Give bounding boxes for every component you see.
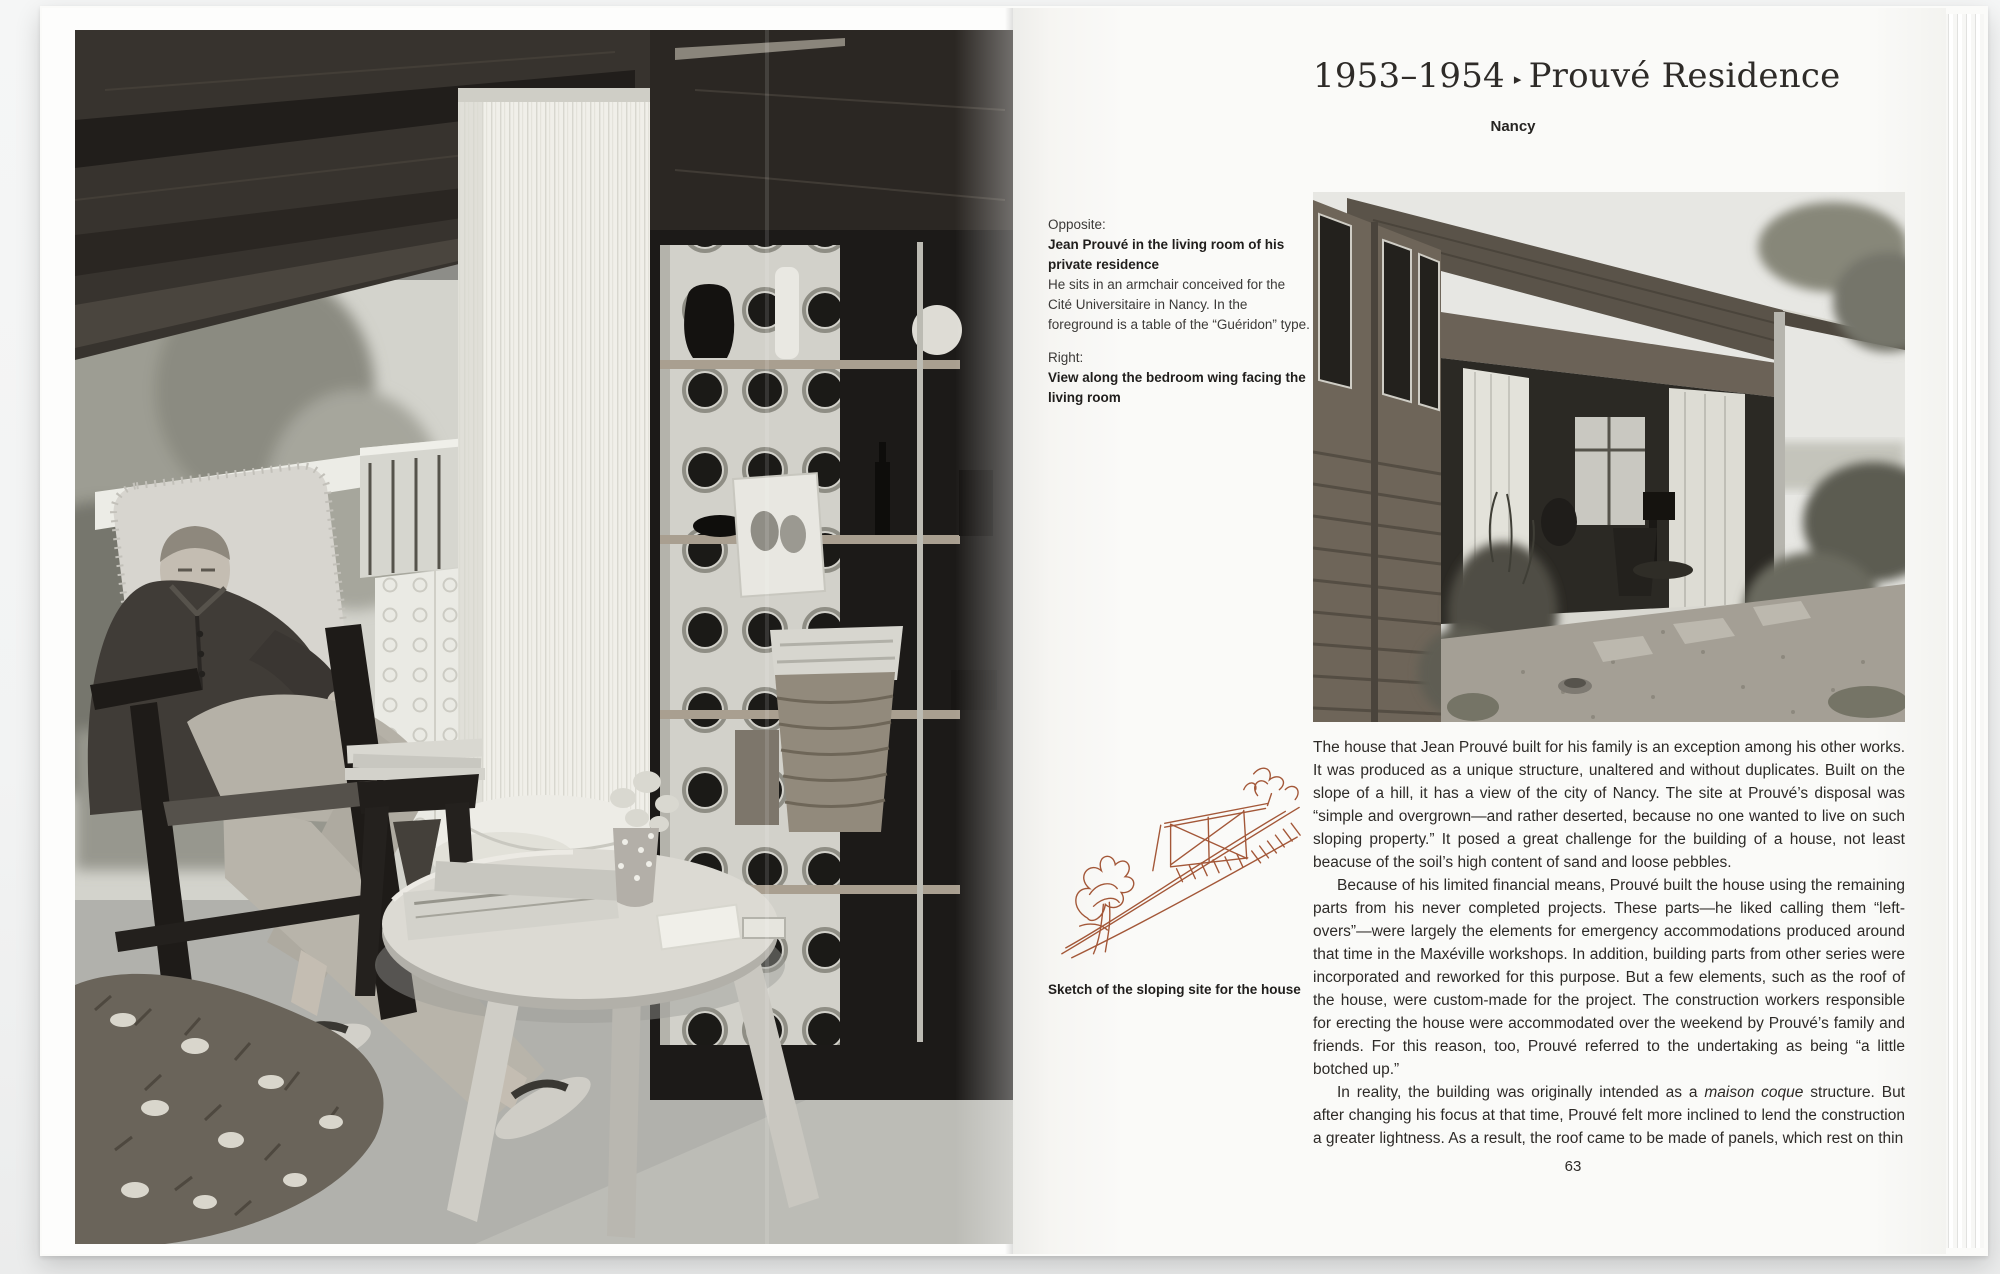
sketch-drawing: [1050, 760, 1312, 962]
title-separator-icon: ▸: [1513, 70, 1522, 88]
sketch-caption: Sketch of the sloping site for the house: [1048, 982, 1301, 997]
caption-opposite: [1048, 215, 1310, 335]
left-page-photo: [75, 30, 1013, 1244]
paragraph-2: Because of his limited financial means, Prouvé built the house using the remaining parts from his never completed projects. These parts—he liked calling them “left-overs”—were largely the elements for emergency accommodations produced around that time in the Maxéville workshops. In addition, building parts from other series were incorporated and reworked for this purpose. But a few elements, such as the roof of the house, were custom-made for the project. The construction workers responsible for erecting the house were accommodated over the weekend by Prouvé’s family and friends. For this reason, too, Prouvé referred to the undertaking as being “a little botched up.”: [1313, 877, 1905, 1078]
body-text: [1313, 736, 1905, 1150]
page-number: 63: [1564, 1158, 1582, 1175]
paragraph-3-pre: In reality, the building was originally intended as a: [1337, 1084, 1705, 1101]
caption-right-label: Right:: [1048, 350, 1084, 365]
residence-photo: [1313, 192, 1905, 722]
title-text: Prouvé Residence: [1528, 56, 1841, 96]
bedroom-wing-photo-illustration: [1313, 192, 1905, 722]
paragraph-1: The house that Jean Prouvé built for his family is an exception among his other works. It was produced as a unique structure, unaltered and without duplicates. Built on the slope of a hill, it has a view of the city of Nancy. The site at Prouvé’s disposal was “simple and overgrown—and rather deserted, because no one wanted to live on such sloping property.” It posed a great challenge for the building of a house, not least beacuse of the soil’s high content of sand and loose pebbles.: [1313, 739, 1905, 871]
caption-opposite-label: Opposite:: [1048, 217, 1106, 232]
site-sketch-illustration: [1050, 760, 1312, 963]
caption-right-title: View along the bedroom wing facing the living room: [1048, 370, 1306, 405]
paragraph-3: [1313, 1081, 1905, 1150]
paragraph-3-italic: maison coque: [1704, 1084, 1804, 1101]
caption-opposite-title: Jean Prouvé in the living room of his private residence: [1048, 237, 1285, 272]
title-years: 1953–1954: [1313, 56, 1505, 96]
caption-right: [1048, 348, 1310, 408]
page-title: [1313, 56, 1841, 96]
living-room-photo-illustration: [75, 30, 1013, 1244]
page-edges-right: [1944, 14, 1984, 1248]
pinned-picture: [733, 473, 825, 597]
page-subtitle: Nancy: [1490, 118, 1536, 135]
paragraph-3-post: structure. But after changing his focus at that time, Prouvé felt more inclined to lend the construction a greater lightness. As a result, the roof came to be made of panels, which rest on thin: [1313, 1084, 1905, 1147]
caption-opposite-body: He sits in an armchair conceived for the Cité Universitaire in Nancy. In the foreground is a table of the “Guéridon” type.: [1048, 277, 1310, 332]
